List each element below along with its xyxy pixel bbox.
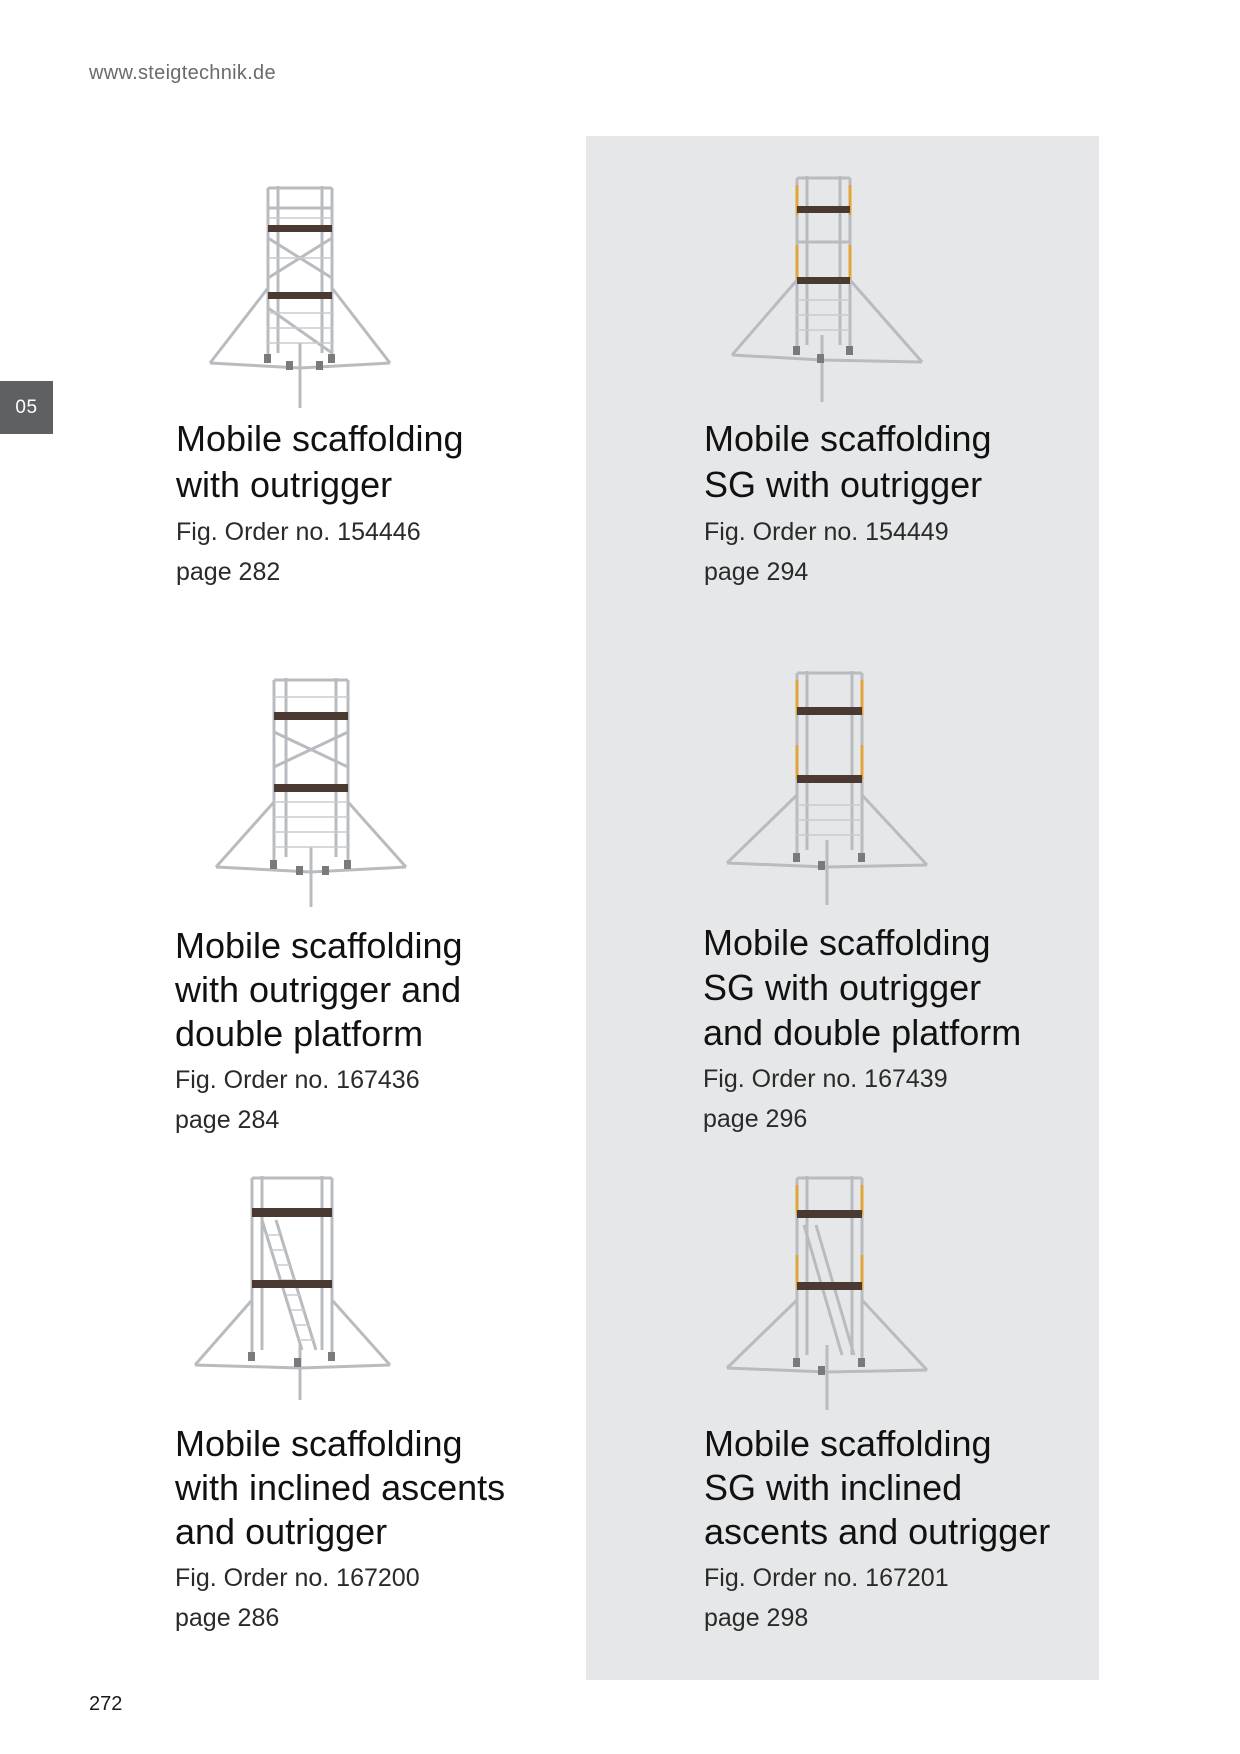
page-reference[interactable]: page 294 (704, 558, 809, 586)
product-title: Mobile scaffolding with outrigger and double platform (175, 925, 463, 1054)
scaffold-sg-double-platform-image (712, 665, 932, 905)
order-number: Fig. Order no. 154449 (704, 518, 949, 546)
scaffold-sg-with-outrigger-image (712, 170, 932, 410)
order-number: Fig. Order no. 154446 (176, 518, 421, 546)
page-reference[interactable]: page 284 (175, 1106, 280, 1134)
scaffold-with-outrigger-image (190, 178, 410, 418)
page-reference[interactable]: page 298 (704, 1604, 809, 1632)
product-title: Mobile scaffolding SG with outrigger and double platform (703, 922, 1022, 1053)
product-title: Mobile scaffolding with outrigger (176, 418, 464, 505)
page-reference[interactable]: page 286 (175, 1604, 280, 1632)
page-reference[interactable]: page 282 (176, 558, 281, 586)
page-number: 272 (89, 1693, 123, 1715)
order-number: Fig. Order no. 167200 (175, 1564, 420, 1592)
product-title: Mobile scaffolding SG with outrigger (704, 418, 992, 505)
product-card[interactable] (704, 416, 1124, 592)
page-reference[interactable]: page 296 (703, 1105, 808, 1133)
product-title: Mobile scaffolding with inclined ascents and outrigger (175, 1423, 506, 1552)
product-title: Mobile scaffolding SG with inclined ascents and outrigger (704, 1423, 1051, 1552)
order-number: Fig. Order no. 167201 (704, 1564, 949, 1592)
chapter-tab: 05 (0, 381, 53, 434)
site-url[interactable]: www.steigtechnik.de (89, 62, 276, 84)
scaffold-inclined-ascents-image (190, 1170, 410, 1410)
scaffold-double-platform-image (196, 672, 416, 912)
product-card[interactable] (175, 924, 595, 1140)
product-card[interactable] (176, 416, 596, 592)
scaffold-sg-inclined-ascents-image (712, 1170, 932, 1410)
product-card[interactable] (703, 920, 1123, 1139)
product-card[interactable] (175, 1422, 595, 1638)
order-number: Fig. Order no. 167436 (175, 1066, 420, 1094)
product-card[interactable] (704, 1422, 1124, 1638)
order-number: Fig. Order no. 167439 (703, 1065, 948, 1093)
